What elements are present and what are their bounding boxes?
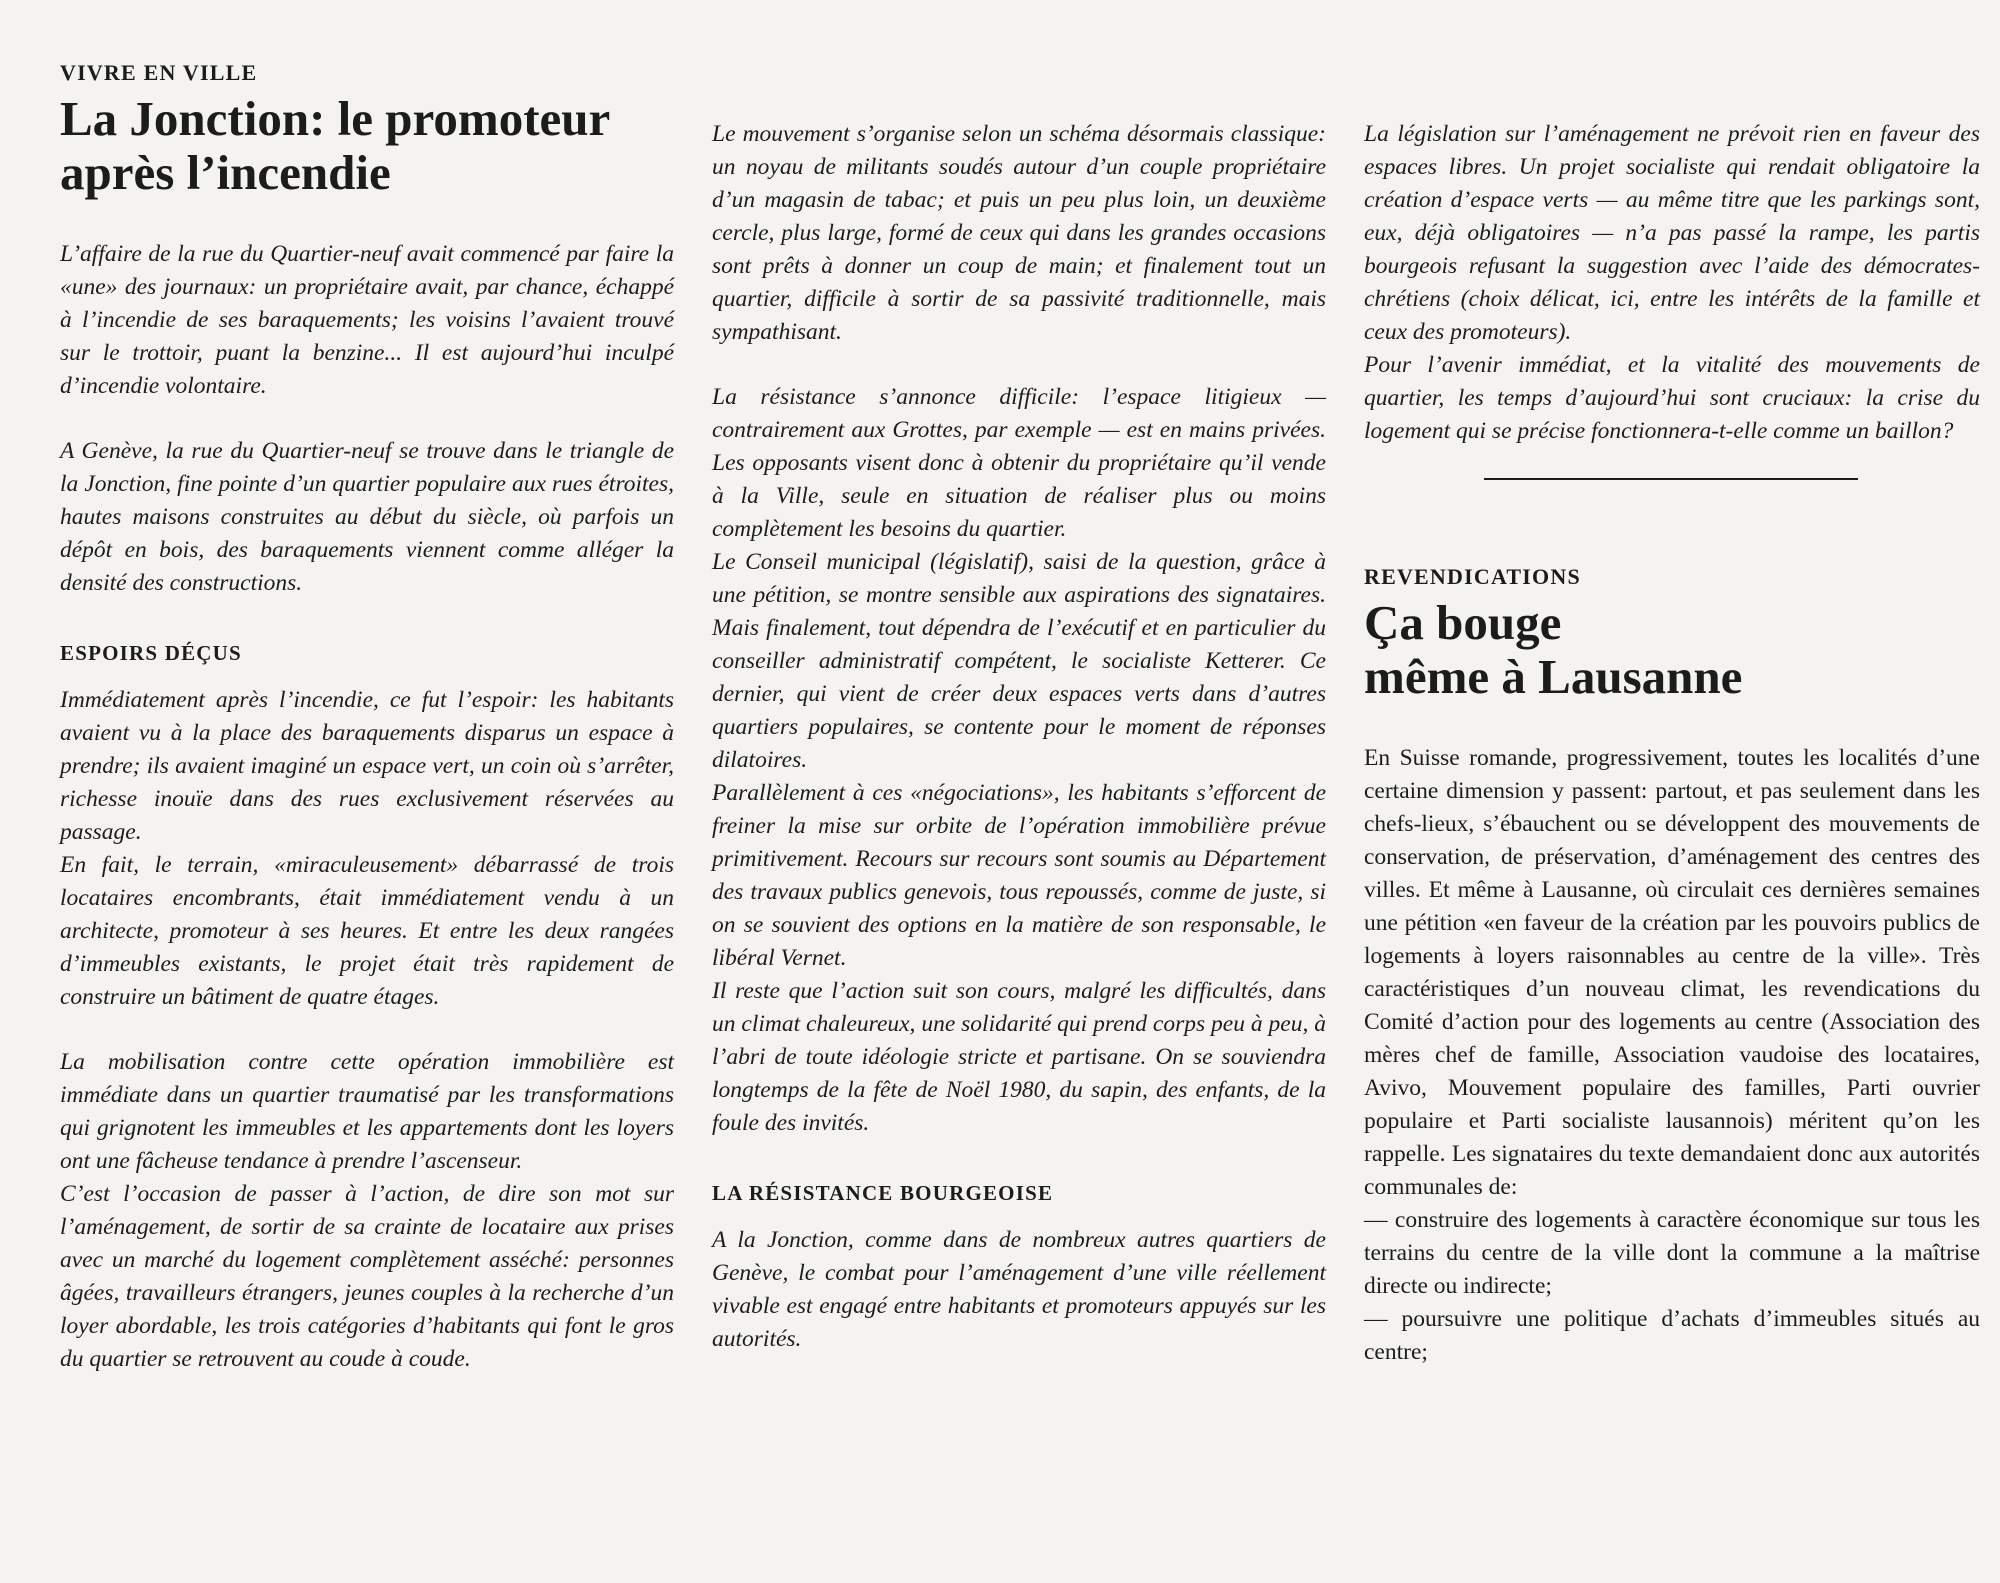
article2-headline-line2: même à Lausanne <box>1364 649 1743 704</box>
article1-paragraph-6: C’est l’occasion de passer à l’action, de dire son mot sur l’aménagement, de sortir de sa crainte de locataire aux prises avec un marché du logement complètement asséché: personnes âgées, travailleurs étrangers, jeunes couples à la recherche d’un loyer abordable, les trois catégories d’habitants qui font le gros du quartier se retrouvent au coude à coude. <box>60 1181 674 1372</box>
article2-paragraph-2: — construire des logements à caractère économique sur tous les terrains du centre de la ville dont la commune a la maîtrise directe ou indirecte; <box>1364 1207 1980 1299</box>
article1-subhead-resistance: LA RÉSISTANCE BOURGEOISE <box>712 1181 1054 1205</box>
article1-paragraph-5: La mobilisation contre cette opération immobilière est immédiate dans un quartier traumatisé par les transformations qui grignotent les immeubles et les appartements dont les loyers ont une fâcheuse tendance à prendre l’ascenseur. <box>60 1049 674 1174</box>
article1-paragraph-1: L’affaire de la rue du Quartier-neuf avait commencé par faire la «une» des journaux: un propriétaire avait, par chance, échappé à l’incendie de ses baraquements; les voisins l’avaient trouvé sur le trottoir, puant la benzine... Il est aujourd’hui inculpé d’incendie volontaire. <box>60 241 674 399</box>
article1-body-part2 <box>712 118 1326 1356</box>
article-divider-rule <box>1484 478 1858 480</box>
column-3 <box>1364 118 1980 1369</box>
article1-paragraph-8: La résistance s’annonce difficile: l’espace litigieux — contrairement aux Grottes, par exemple — est en mains privées. Les opposants visent donc à obtenir du propriétaire qu’il vende à la Ville, seule en situation de réaliser plus ou moins complètement les besoins du quartier. <box>712 384 1326 542</box>
article1-paragraph-4: En fait, le terrain, «miraculeusement» débarrassé de trois locataires encombrants, était immédiatement vendu à un architecte, promoteur à ses heures. Et entre les deux rangées d’immeubles existants, le projet était très rapidement de construire un bâtiment de quatre étages. <box>60 852 674 1010</box>
article2-paragraph-3: — poursuivre une politique d’achats d’immeubles situés au centre; <box>1364 1306 1980 1365</box>
article1-kicker: VIVRE EN VILLE <box>60 60 258 85</box>
article2-headline <box>1364 596 1980 704</box>
column-1 <box>60 52 674 1376</box>
article1-paragraph-2: A Genève, la rue du Quartier-neuf se trouve dans le triangle de la Jonction, fine pointe d’un quartier populaire aux rues étroites, hautes maisons construites au début du siècle, où parfois un dépôt en bois, des baraquements viennent comme alléger la densité des constructions. <box>60 438 674 596</box>
article1-paragraph-9: Le Conseil municipal (législatif), saisi de la question, grâce à une pétition, se montre sensible aux aspirations des signataires. Mais finalement, tout dépendra de l’exécutif et en particulier du conseiller administratif compétent, le socialiste Ketterer. Ce dernier, qui vient de créer deux espaces verts dans d’autres quartiers populaires, se contente pour le moment de réponses dilatoires. <box>712 549 1326 773</box>
article1-paragraph-7: Le mouvement s’organise selon un schéma désormais classique: un noyau de militants soudés autour d’un couple propriétaire d’un magasin de tabac; et puis un peu plus loin, un deuxième cercle, plus large, formé de ceux qui dans les grandes occasions sont prêts à donner un coup de main; et finalement tout un quartier, difficile à sortir de sa passivité traditionnelle, mais sympathisant. <box>712 121 1326 345</box>
article1-headline <box>60 92 674 200</box>
article1-paragraph-13: La législation sur l’aménagement ne prévoit rien en faveur des espaces libres. Un projet socialiste qui rendait obligatoire la création d’espace verts — au même titre que les parkings sont, eux, déjà obligatoires — n’a pas passé la rampe, les partis bourgeois refusant la suggestion avec l’aide des démocrates-chrétiens (choix délicat, ici, entre les intérêts de la famille et ceux des promoteurs). <box>1364 121 1980 345</box>
article1-paragraph-11: Il reste que l’action suit son cours, malgré les difficultés, dans un climat chaleureux, une solidarité qui prend corps peu à peu, à l’abri de toute idéologie stricte et partisane. On se souviendra longtemps de la fête de Noël 1980, du sapin, des enfants, de la foule des invités. <box>712 978 1326 1136</box>
article1-subhead-espoirs: ESPOIRS DÉÇUS <box>60 641 242 665</box>
article1-paragraph-10: Parallèlement à ces «négociations», les habitants s’efforcent de freiner la mise sur orbite de l’opération immobilière prévue primitivement. Recours sur recours sont soumis au Département des travaux publics genevois, tous repoussés, comme de juste, si on se souvient des options en la matière de son responsable, le libéral Vernet. <box>712 780 1326 971</box>
article1-headline-line2: après l’incendie <box>60 145 391 200</box>
article2-body <box>1364 742 1980 1369</box>
article1-paragraph-12: A la Jonction, comme dans de nombreux autres quartiers de Genève, le combat pour l’aménagement d’une ville réellement vivable est engagé entre habitants et promoteurs appuyés sur les autorités. <box>712 1227 1326 1352</box>
column-2 <box>712 52 1326 1356</box>
article1-paragraph-14: Pour l’avenir immédiat, et la vitalité des mouvements de quartier, les temps d’aujourd’hui sont cruciaux: la crise du logement qui se précise fonctionnera-t-elle comme un baillon? <box>1364 352 1980 444</box>
article1-paragraph-3: Immédiatement après l’incendie, ce fut l’espoir: les habitants avaient vu à la place des baraquements disparus un espace à prendre; ils avaient imaginé un espace vert, un coin où s’arrêter, richesse inouïe dans des rues exclusivement réservées au passage. <box>60 687 674 845</box>
article2-paragraph-1: En Suisse romande, progressivement, toutes les localités d’une certaine dimension y passent: partout, et pas seulement dans les chefs-lieux, s’ébauchent ou se développent des mouvements de conservation, de préservation, d’aménagement des centres des villes. Et même à Lausanne, où circulait ces dernières semaines une pétition «en faveur de la création par les pouvoirs publics de logements à loyers raisonnables au centre de la ville». Très caractéristiques d’un nouveau climat, les revendications du Comité d’action pour des logements au centre (Association des mères chef de famille, Association vaudoise des locataires, Avivo, Mouvement populaire des familles, Parti ouvrier populaire et Parti socialiste lausannois) méritent qu’on les rappelle. Les signataires du texte demandaient donc aux autorités communales de: <box>1364 745 1980 1200</box>
article1-body-part3 <box>1364 118 1980 448</box>
article1-body-part1 <box>60 238 674 1376</box>
article2-headline-line1: Ça bouge <box>1364 595 1562 650</box>
article1-headline-line1: La Jonction: le promoteur <box>60 91 611 146</box>
article2-kicker: REVENDICATIONS <box>1364 564 1581 589</box>
